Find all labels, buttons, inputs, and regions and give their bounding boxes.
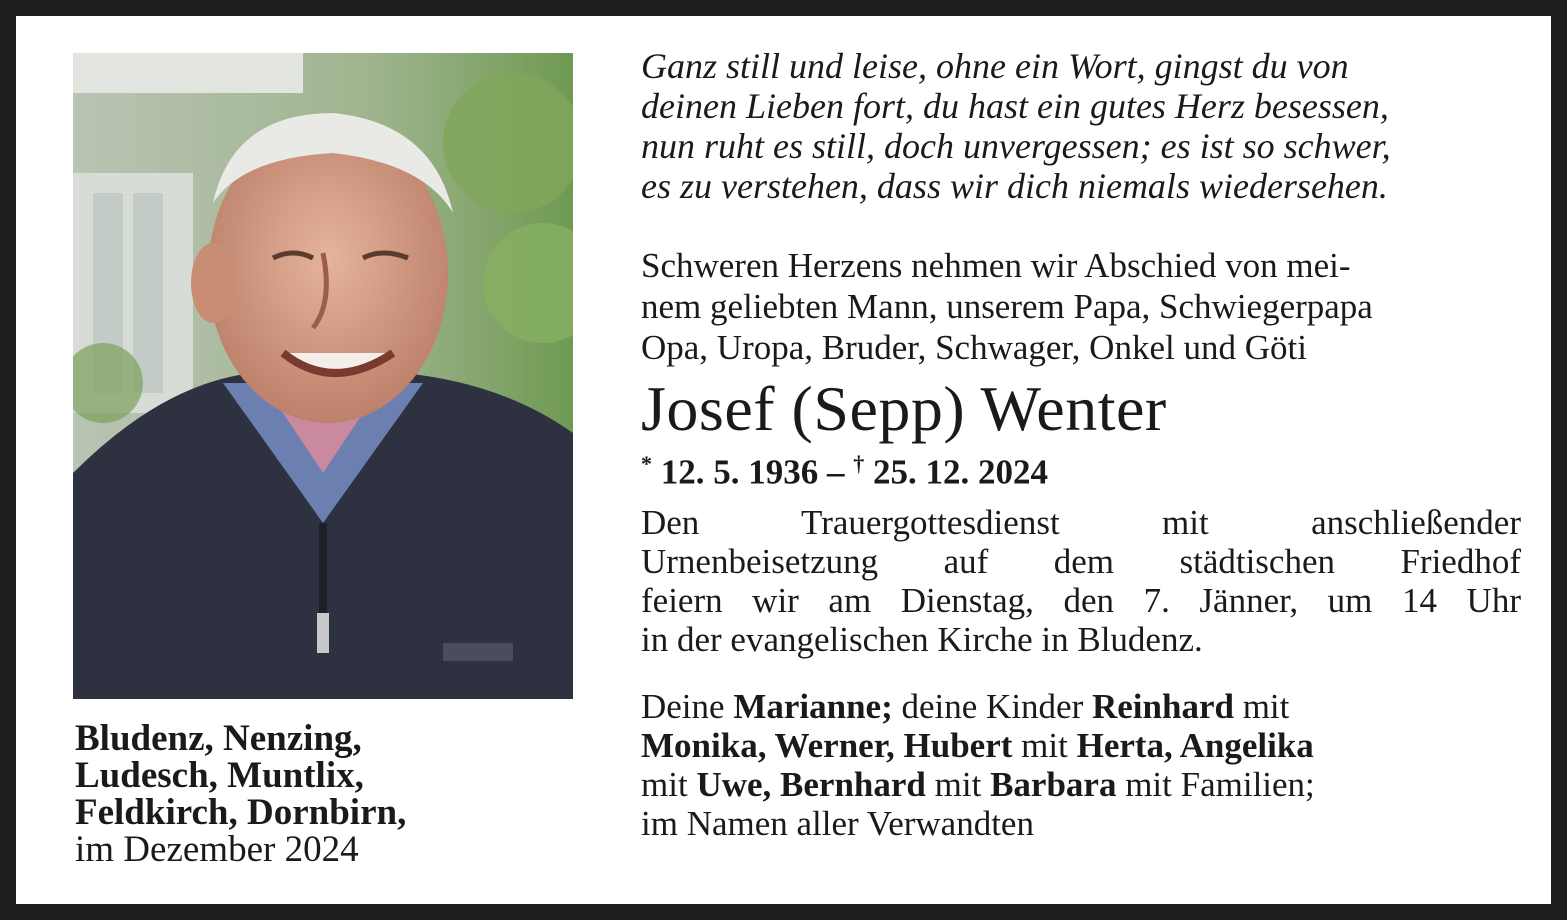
service-line: in der evangelischen Kirche in Bludenz. [641, 619, 1203, 659]
mourners-closing: im Namen aller Verwandten [641, 803, 1034, 843]
mourner-name: Barbara [990, 764, 1117, 804]
mourner-name: Uwe, Bernhard [696, 764, 926, 804]
birth-date: 12. 5. 1936 [660, 452, 819, 492]
poem-line: deinen Lieben fort, du hast ein gutes Herz besessen, [641, 86, 1389, 126]
places-line: Bludenz, Nenzing, [75, 718, 362, 759]
poem-line: Ganz still und leise, ohne ein Wort, gingst du von [641, 46, 1349, 86]
mourners-text: deine Kinder [901, 686, 1084, 726]
mourners-text: mit [1021, 725, 1068, 765]
poem-line: es zu verstehen, dass wir dich niemals wiedersehen. [641, 166, 1388, 206]
birth-symbol: * [641, 451, 652, 476]
mourners-line [641, 687, 1521, 726]
intro-line: Opa, Uropa, Bruder, Schwager, Onkel und Göti [641, 328, 1307, 367]
service-line: Den Trauergottesdienst mit anschließender [641, 502, 1521, 542]
date-separator: – [827, 452, 845, 492]
life-dates [641, 444, 1521, 493]
mourners-line [641, 765, 1521, 804]
notice-text [641, 46, 1521, 843]
mourners-text: mit [1242, 686, 1290, 726]
mourners-text: Deine [641, 686, 725, 726]
mourners-text: mit [641, 764, 688, 804]
places-line: Feldkirch, Dornbirn, [75, 792, 407, 833]
mourner-name: Marianne; [733, 686, 893, 726]
poem-line: nun ruht es still, doch unvergessen; es ist so schwer, [641, 126, 1391, 166]
mourner-name: Reinhard [1091, 686, 1234, 726]
mourner-name: Monika, Werner, Hubert [641, 725, 1013, 765]
death-symbol: † [853, 451, 865, 476]
places-line: Ludesch, Muntlix, [75, 755, 364, 796]
death-date: 25. 12. 2024 [873, 452, 1048, 492]
mourners-text: mit Familien; [1125, 764, 1315, 804]
notice-date: im Dezember 2024 [75, 829, 359, 870]
deceased-name: Josef (Sepp) Wenter [641, 373, 1167, 444]
service-line: feiern wir am Dienstag, den 7. Jänner, um 14 Uhr [641, 580, 1521, 620]
portrait-photo [73, 53, 573, 699]
places-and-date [75, 720, 595, 868]
intro-line: nem geliebten Mann, unserem Papa, Schwiegerpapa [641, 287, 1373, 326]
mourner-name: Herta, Angelika [1076, 725, 1314, 765]
farewell-intro [641, 245, 1521, 368]
funeral-service-info [641, 503, 1521, 659]
mourners-text: mit [934, 764, 982, 804]
poem [641, 46, 1521, 206]
mourners [641, 687, 1521, 843]
intro-line: Schweren Herzens nehmen wir Abschied von mei- [641, 246, 1351, 285]
portrait-image [73, 53, 573, 699]
mourners-line [641, 726, 1521, 765]
service-line: Urnenbeisetzung auf dem städtischen Friedhof [641, 541, 1521, 581]
